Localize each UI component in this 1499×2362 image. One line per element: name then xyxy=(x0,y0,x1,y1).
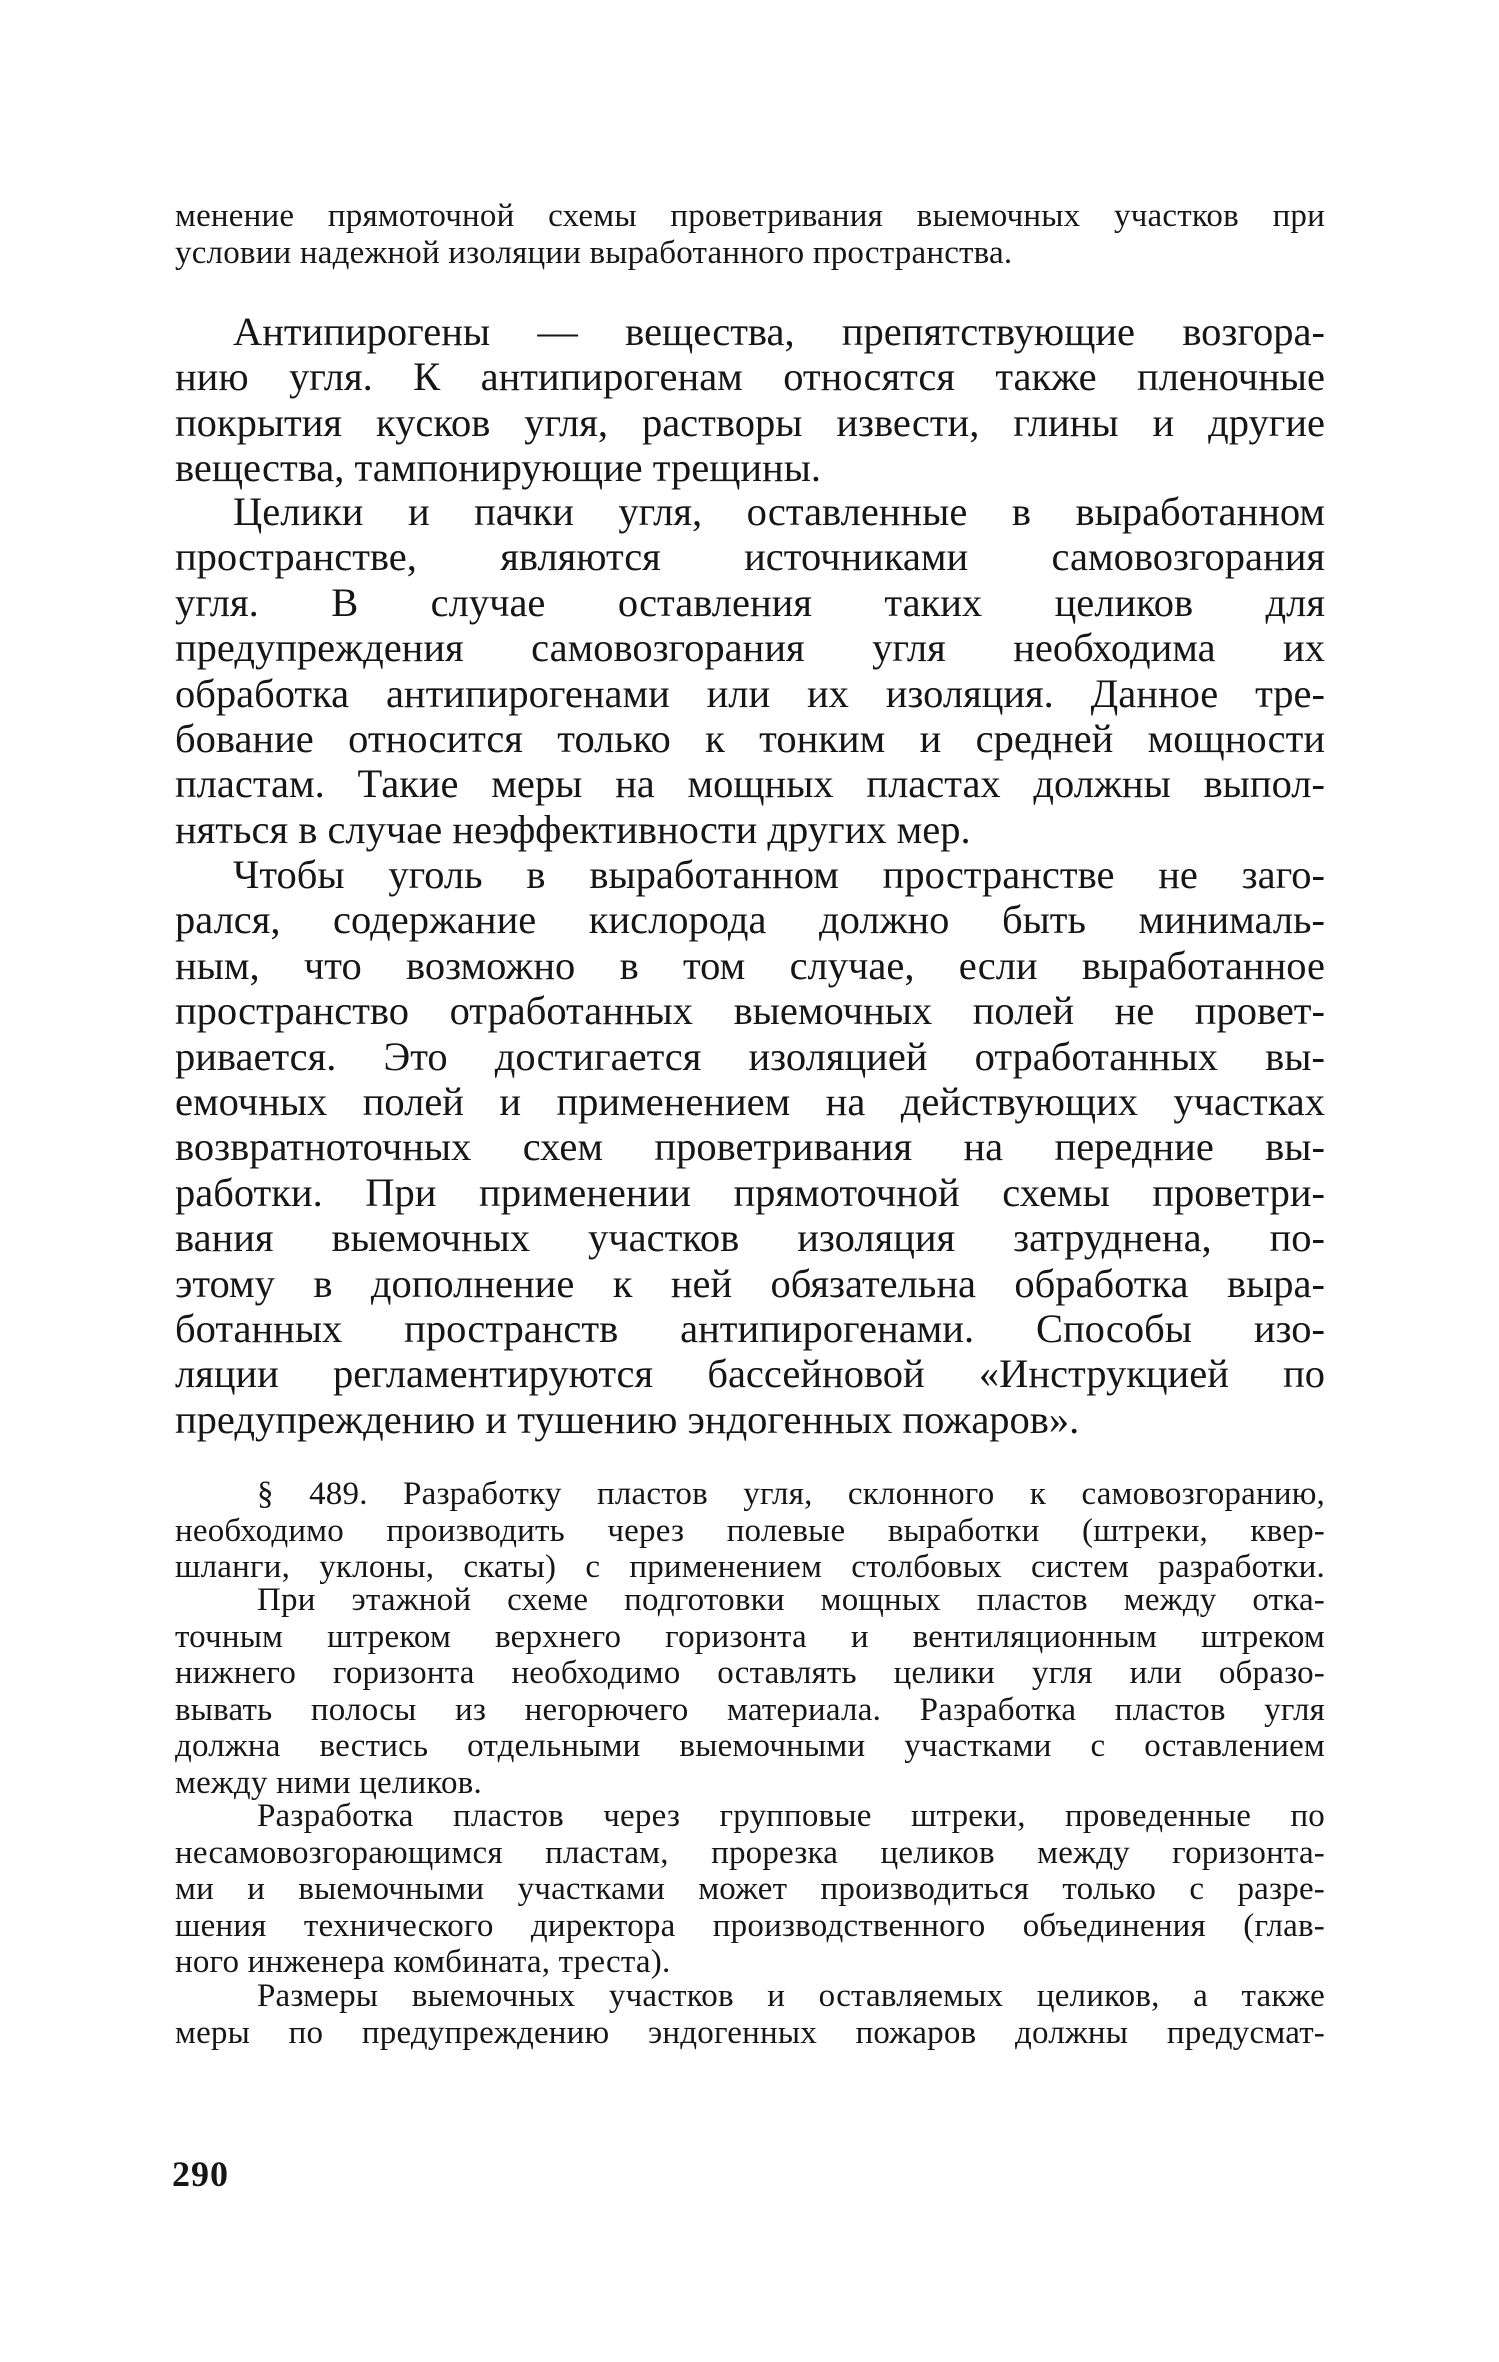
text-line: бование относится только к тонким и средней мощности xyxy=(175,716,1325,762)
text-line: рался, содержание кислорода должно быть минималь- xyxy=(175,897,1325,943)
text-line: Размеры выемочных участков и оставляемых целиков, а также xyxy=(257,1978,1325,2014)
text-line: вания выемочных участков изоляция затруднена, по- xyxy=(175,1215,1325,1261)
text-line: При этажной схеме подготовки мощных пластов между отка- xyxy=(257,1582,1325,1618)
text-line: емочных полей и применением на действующих участках xyxy=(175,1079,1325,1125)
text-line: обработка антипирогенами или их изоляция. Данное тре- xyxy=(175,670,1325,716)
text-line: этому в дополнение к ней обязательна обработка выра- xyxy=(175,1260,1325,1306)
text-line: условии надежной изоляции выработанного пространства. xyxy=(175,234,1013,271)
section-489-paragraph-2 xyxy=(175,1582,1325,1801)
text-line: пространство отработанных выемочных полей не провет- xyxy=(175,988,1325,1034)
main-paragraph-pillars xyxy=(175,489,1325,852)
text-line: пространстве, являются источниками самовозгорания xyxy=(175,534,1325,580)
text-line: возвратноточных схем проветривания на передние вы- xyxy=(175,1124,1325,1170)
text-line: нижнего горизонта необходимо оставлять целики угля или образо- xyxy=(175,1655,1325,1691)
text-line: ми и выемочными участками может производиться только с разре- xyxy=(175,1871,1325,1907)
main-paragraph-oxygen xyxy=(175,852,1325,1442)
text-line: нию угля. К антипирогенам относятся также пленочные xyxy=(175,354,1325,400)
text-line: точным штреком верхнего горизонта и вентиляционным штреком xyxy=(175,1618,1325,1655)
text-line: ного инженера комбината, треста). xyxy=(175,1944,671,1980)
text-line: ляции регламентируются бассейновой «Инструкцией по xyxy=(175,1351,1325,1397)
text-line: предупреждению и тушению эндогенных пожаров». xyxy=(175,1396,1080,1442)
text-line: предупреждения самовозгорания угля необходима их xyxy=(175,625,1325,671)
text-line: меры по предупреждению эндогенных пожаров должны предусмат- xyxy=(175,2014,1325,2051)
text-line: менение прямоточной схемы проветривания выемочных участков при xyxy=(175,198,1325,234)
text-line: Целики и пачки угля, оставленные в выработанном xyxy=(233,489,1325,534)
text-line: пластам. Такие меры на мощных пластах должны выпол- xyxy=(175,761,1325,807)
text-line: вещества, тампонирующие трещины. xyxy=(175,445,822,491)
text-line: ным, что возможно в том случае, если выработанное xyxy=(175,942,1325,988)
text-line: ривается. Это достигается изоляцией отработанных вы- xyxy=(175,1033,1325,1079)
section-489-paragraph-4 xyxy=(175,1978,1325,2051)
section-489-paragraph-1 xyxy=(175,1476,1325,1586)
text-line: угля. В случае оставления таких целиков для xyxy=(175,579,1325,625)
text-line: шланги, уклоны, скаты) с применением столбовых систем разработки. xyxy=(175,1549,1325,1585)
text-line: вывать полосы из негорючего материала. Разработка пластов угля xyxy=(175,1691,1325,1728)
page-number: 290 xyxy=(172,2154,229,2194)
text-line: Чтобы уголь в выработанном пространстве не заго- xyxy=(233,852,1325,897)
text-line: работки. При применении прямоточной схемы проветри- xyxy=(175,1169,1325,1215)
text-line: Антипирогены — вещества, препятствующие возгора- xyxy=(233,309,1325,354)
text-line: Разработка пластов через групповые штреки, проведенные по xyxy=(257,1798,1325,1834)
text-line: несамовозгорающимся пластам, прорезка целиков между горизонта- xyxy=(175,1834,1325,1871)
text-line: должна вестись отдельными выемочными участками с оставлением xyxy=(175,1728,1325,1764)
text-line: няться в случае неэффективности других мер. xyxy=(175,806,971,852)
text-line: покрытия кусков угля, растворы извести, глины и другие xyxy=(175,399,1325,445)
text-line: между ними целиков. xyxy=(175,1764,482,1801)
text-line: необходимо производить через полевые выработки (штреки, квер- xyxy=(175,1512,1325,1549)
main-paragraph-antipyrogens xyxy=(175,309,1325,491)
section-489-paragraph-3 xyxy=(175,1798,1325,1981)
text-line: шения технического директора производственного объединения (глав- xyxy=(175,1907,1325,1944)
top-paragraph xyxy=(175,198,1325,271)
text-line: ботанных пространств антипирогенами. Способы изо- xyxy=(175,1306,1325,1352)
text-line: § 489. Разработку пластов угля, склонного к самовозгоранию, xyxy=(257,1476,1325,1512)
